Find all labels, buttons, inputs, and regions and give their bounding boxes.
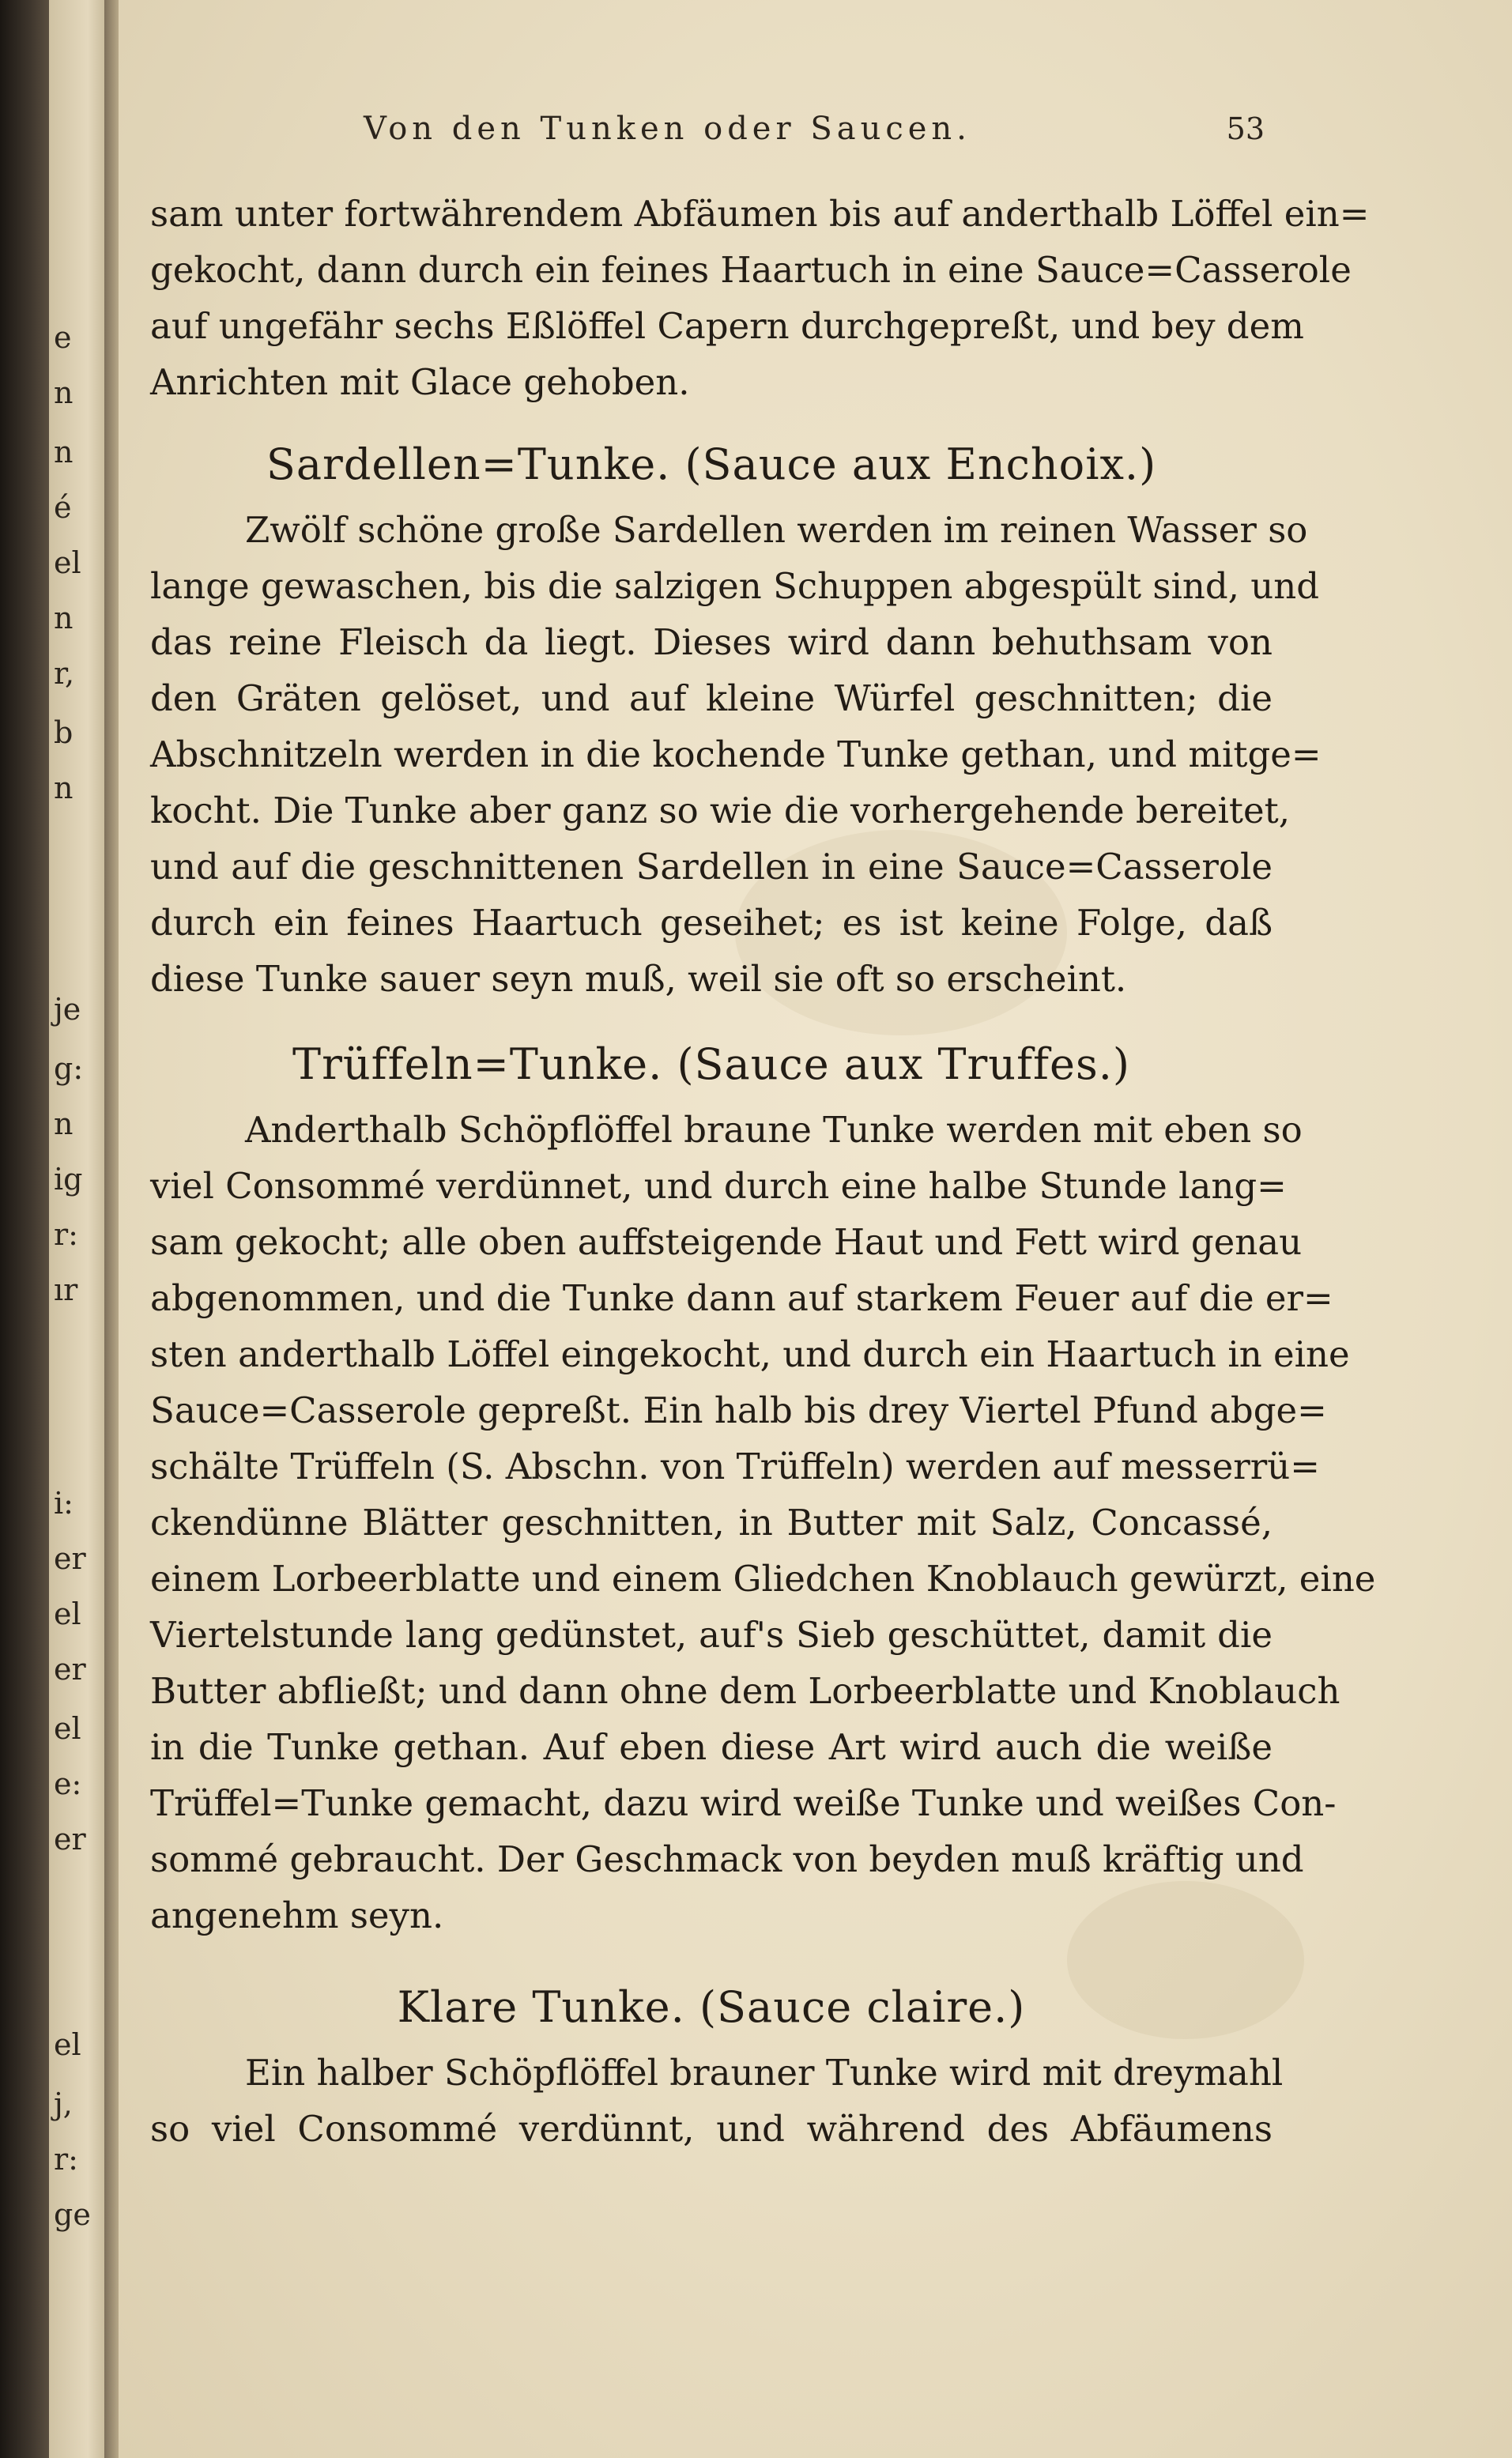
margin-fragment: r, [54,656,75,691]
margin-fragment: er [54,1822,86,1857]
text-line: Butter abfließt; und dann ohne dem Lorbeerblatte und Knoblauch [150,1670,1340,1712]
margin-fragment: e: [54,1766,82,1801]
left-margin-fragments [49,0,104,2458]
paragraph-continuation [150,186,1370,410]
section-trueffeln [150,1031,1376,1943]
section-heading: Klare Tunke. (Sauce claire.) [397,1982,1026,2032]
text-line: sommé gebraucht. Der Geschmack von beyden muß kräftig und [150,1838,1304,1880]
section-klare-tunke [150,1974,1284,2157]
margin-fragment: n [54,771,74,805]
text-line: das reine Fleisch da liegt. Dieses wird dann behuthsam von [150,621,1273,663]
margin-fragment: g: [54,1051,84,1086]
text-line: einem Lorbeerblatte und einem Gliedchen Knoblauch gewürzt, eine [150,1558,1376,1600]
text-line: diese Tunke sauer seyn muß, weil sie oft so erscheint. [150,958,1127,1000]
text-line: auf ungefähr sechs Eßlöffel Capern durchgepreßt, und bey dem [150,305,1304,347]
margin-fragment: e [54,320,72,355]
book-spine [0,0,49,2458]
section-heading: Trüffeln=Tunke. (Sauce aux Truffes.) [292,1039,1130,1089]
running-head-title: Von den Tunken oder Saucen. [364,111,971,147]
margin-fragment: é [54,490,72,525]
margin-fragment: b [54,715,74,750]
margin-fragment: n [54,1106,74,1141]
text-line: gekocht, dann durch ein feines Haartuch in eine Sauce=Casserole [150,249,1352,291]
text-line: Viertelstunde lang gedünstet, auf's Sieb geschüttet, damit die [150,1614,1273,1656]
text-line: sten anderthalb Löffel eingekocht, und durch ein Haartuch in eine [150,1333,1350,1375]
margin-fragment: r: [54,1217,78,1252]
text-line: Anrichten mit Glace gehoben. [150,361,690,403]
margin-fragment: er [54,1541,86,1576]
section-heading: Sardellen=Tunke. (Sauce aux Enchoix.) [266,439,1157,489]
section-sardellen [150,431,1322,1007]
text-line: Ein halber Schöpflöffel brauner Tunke wird mit dreymahl [245,2052,1284,2094]
margin-fragment: el [54,2027,81,2062]
margin-fragment: ge [54,2197,91,2232]
margin-fragment: r: [54,2142,78,2177]
margin-fragment: n [54,601,74,635]
text-line: und auf die geschnittenen Sardellen in eine Sauce=Casserole [150,846,1273,888]
margin-fragment: je [54,992,81,1027]
page-number: 53 [1226,111,1265,146]
text-line: sam unter fortwährendem Abfäumen bis auf anderthalb Löffel ein= [150,193,1370,235]
text-line: durch ein feines Haartuch geseihet; es ist keine Folge, daß [150,902,1273,944]
margin-fragment: el [54,1597,81,1631]
margin-fragment: ır [54,1272,78,1307]
text-line: abgenommen, und die Tunke dann auf starkem Feuer auf die er= [150,1277,1333,1319]
text-line: Trüffel=Tunke gemacht, dazu wird weiße Tunke und weißes Con- [150,1782,1337,1824]
margin-fragment: er [54,1652,86,1687]
text-line: sam gekocht; alle oben auffsteigende Haut und Fett wird genau [150,1221,1303,1263]
text-line: schälte Trüffeln (S. Abschn. von Trüffeln) werden auf messerrü= [150,1446,1320,1487]
margin-fragment: j, [54,2087,73,2121]
margin-fragment: el [54,545,81,580]
text-line: lange gewaschen, bis die salzigen Schuppen abgespült sind, und [150,565,1320,607]
text-line: viel Consommé verdünnet, und durch eine halbe Stunde lang= [150,1165,1287,1207]
text-line: angenehm seyn. [150,1894,444,1936]
text-line: Sauce=Casserole gepreßt. Ein halb bis drey Viertel Pfund abge= [150,1389,1327,1431]
margin-fragment: el [54,1711,81,1746]
text-line: in die Tunke gethan. Auf eben diese Art wird auch die weiße [150,1726,1273,1768]
text-line: den Gräten gelöset, und auf kleine Würfel geschnitten; die [150,677,1273,719]
text-line: Anderthalb Schöpflöffel braune Tunke werden mit eben so [245,1109,1303,1151]
margin-fragment: n [54,435,74,469]
text-line: Abschnitzeln werden in die kochende Tunke gethan, und mitge= [150,733,1322,775]
text-line: kocht. Die Tunke aber ganz so wie die vorhergehende bereitet, [150,790,1290,831]
book-gutter [104,0,119,2458]
running-head [237,111,1265,147]
text-line: ckendünne Blätter geschnitten, in Butter mit Salz, Concassé, [150,1502,1273,1544]
text-line: so viel Consommé verdünnt, und während des Abfäumens [150,2108,1273,2150]
text-line: Zwölf schöne große Sardellen werden im reinen Wasser so [245,509,1308,551]
left-page-edge [49,0,104,2458]
body-text [150,186,1376,2157]
margin-fragment: ig [54,1162,83,1197]
margin-fragment: n [54,375,74,410]
margin-fragment: i: [54,1486,74,1521]
